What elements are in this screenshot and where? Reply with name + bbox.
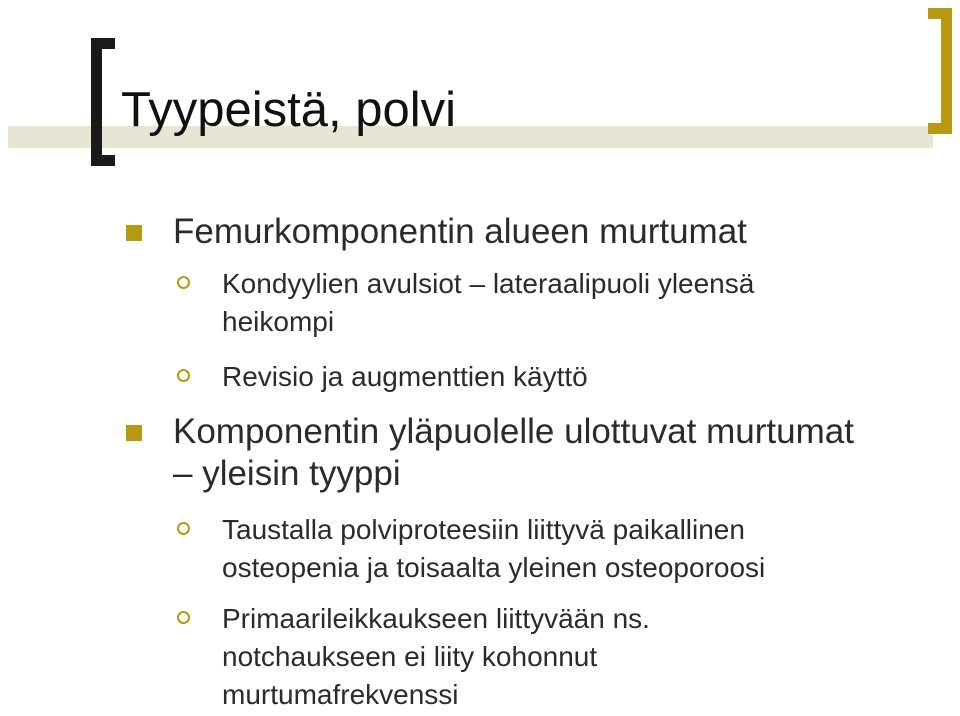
sub-bullet-item (222, 600, 912, 714)
sub-bullet-item (222, 511, 912, 587)
bullet-text-line: Revisio ja augmenttien käyttö (222, 361, 588, 392)
square-bullet-icon (126, 425, 142, 441)
bullet-item (173, 211, 953, 253)
bullet-text-line: Femurkomponentin alueen murtumat (173, 212, 747, 251)
square-bullet-icon (126, 225, 142, 241)
circle-bullet-icon (177, 611, 190, 624)
circle-bullet-icon (177, 369, 190, 382)
bullet-text-line: Taustalla polviproteesiin liittyvä paikallinen (222, 514, 745, 545)
bullet-text-line: notchaukseen ei liity kohonnut (222, 641, 598, 672)
circle-bullet-icon (177, 276, 190, 289)
bullet-text-line: – yleisin tyyppi (173, 454, 401, 493)
bullet-text-line: Kondyylien avulsiot – lateraalipuoli yleensä (222, 268, 755, 299)
slide-title: Tyypeistä, polvi (121, 83, 456, 137)
bullet-text-line: Primaarileikkaukseen liittyvään ns. (222, 603, 650, 634)
sub-bullet-item (222, 265, 912, 341)
bullet-text-line: murtumafrekvenssi (222, 679, 459, 710)
bullet-text-line: heikompi (222, 306, 335, 337)
bullet-item (173, 411, 953, 495)
sub-bullet-item (222, 358, 912, 396)
circle-bullet-icon (177, 522, 190, 535)
left-bracket-decoration (91, 38, 115, 166)
bullet-text-line: osteopenia ja toisaalta yleinen osteoporoosi (222, 552, 766, 583)
right-bracket-decoration (928, 8, 952, 134)
bullet-text-line: Komponentin yläpuolelle ulottuvat murtumat (173, 412, 854, 451)
